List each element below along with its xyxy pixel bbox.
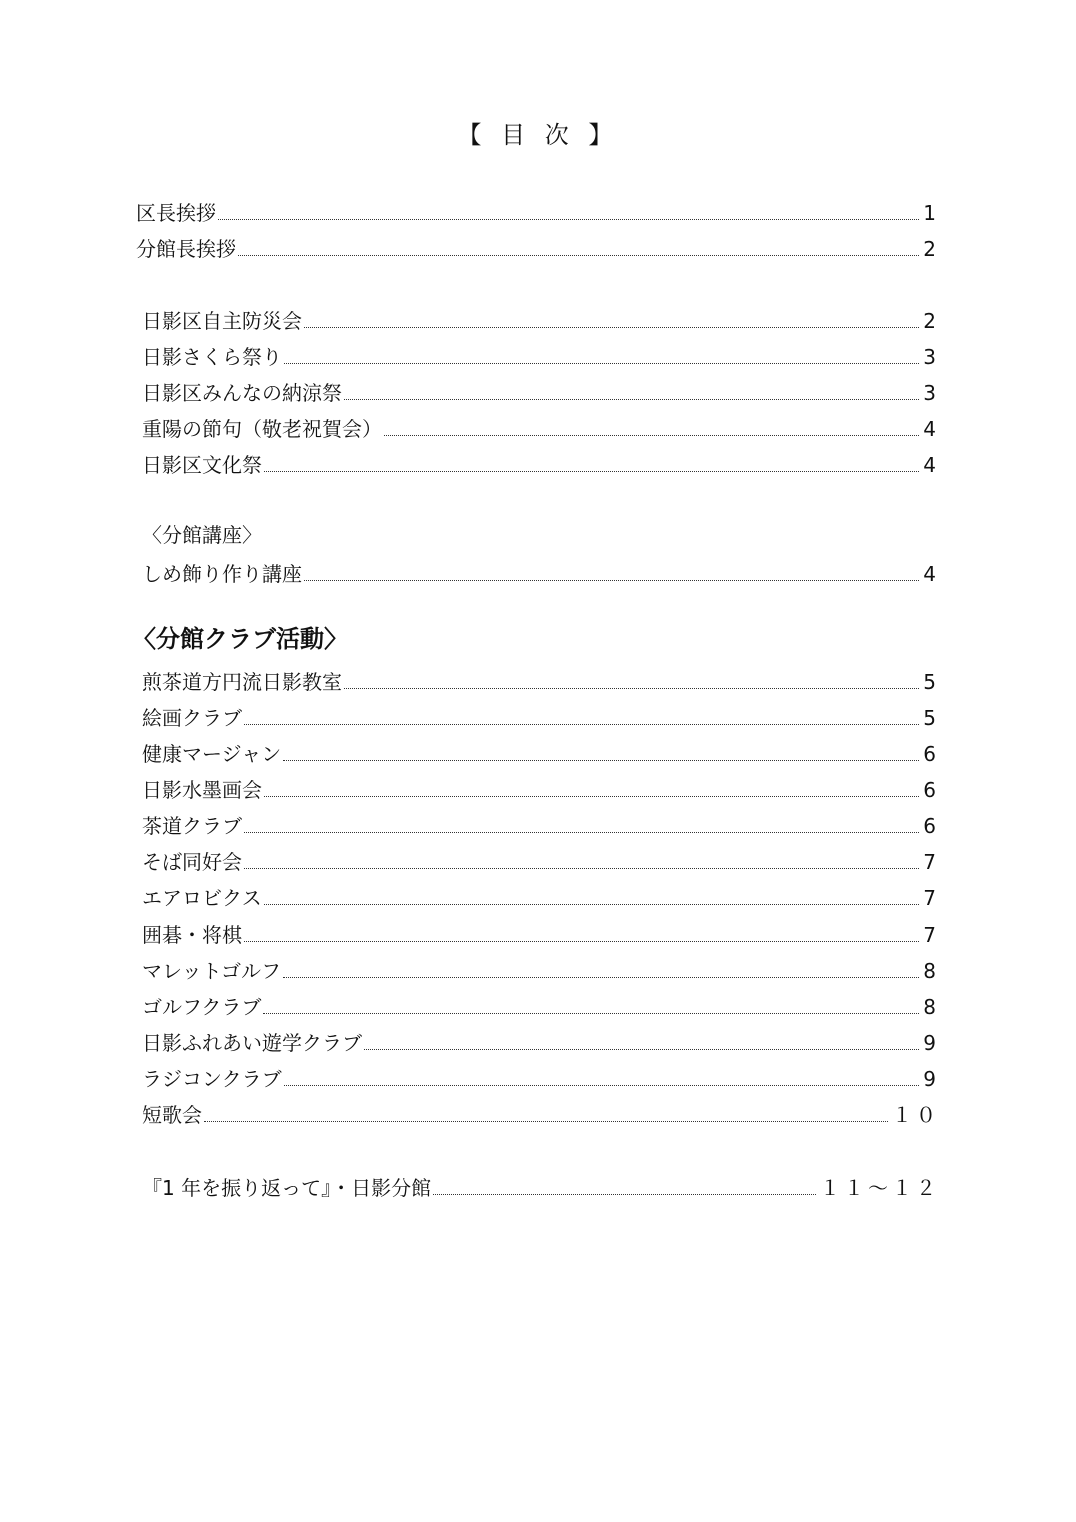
toc-entry-page: 4	[923, 417, 940, 441]
toc-entry-page: 4	[923, 453, 940, 477]
toc-entry-label: 健康マージャン	[142, 742, 282, 766]
dot-leader	[364, 1049, 919, 1050]
toc-entry-label: 絵画クラブ	[142, 706, 242, 730]
dot-leader	[244, 941, 919, 942]
toc-entry[interactable]	[142, 808, 940, 838]
toc-entry-label: 重陽の節句（敬老祝賀会）	[142, 417, 382, 441]
toc-entry-label: エアロビクス	[142, 886, 262, 910]
toc-entry-page: １０	[892, 1103, 940, 1127]
section-heading-clubs: 〈分館クラブ活動〉	[132, 625, 348, 653]
toc-entry[interactable]	[142, 1061, 940, 1091]
dot-leader	[284, 1085, 920, 1086]
toc-entry[interactable]	[142, 917, 940, 947]
dot-leader	[244, 832, 919, 833]
toc-entry[interactable]	[142, 1025, 940, 1055]
toc-entry-page: 2	[923, 309, 940, 333]
dot-leader	[263, 1013, 919, 1014]
toc-entry[interactable]	[142, 700, 940, 730]
dot-leader	[304, 580, 919, 581]
toc-entry-page: 4	[923, 562, 940, 586]
toc-entry[interactable]	[142, 1170, 940, 1200]
toc-entry-page: 6	[923, 814, 940, 838]
toc-entry[interactable]	[136, 231, 940, 261]
toc-entry-page: １１～１２	[820, 1176, 940, 1200]
toc-entry-label: 分館長挨拶	[136, 237, 236, 261]
toc-entry-label: マレットゴルフ	[142, 959, 281, 983]
toc-entry[interactable]	[142, 772, 940, 802]
toc-entry[interactable]	[136, 195, 940, 225]
toc-entry[interactable]	[142, 303, 940, 333]
toc-entry-label: しめ飾り作り講座	[142, 562, 302, 586]
dot-leader	[283, 977, 919, 978]
toc-entry-page: 6	[923, 742, 940, 766]
toc-entry-label: 日影区自主防災会	[142, 309, 302, 333]
toc-entry-page: 7	[923, 923, 940, 947]
section-heading-lectures: 〈分館講座〉	[142, 523, 262, 547]
toc-entry-page: 8	[923, 995, 940, 1019]
toc-entry-label: 日影区みんなの納涼祭	[142, 381, 342, 405]
toc-entry-label: 日影区文化祭	[142, 453, 262, 477]
dot-leader	[344, 399, 919, 400]
page-title: 【 目 次 】	[457, 121, 619, 149]
toc-entry[interactable]	[142, 556, 940, 586]
toc-entry[interactable]	[142, 411, 940, 441]
toc-entry-label: 囲碁・将棋	[142, 923, 242, 947]
toc-entry[interactable]	[142, 447, 940, 477]
toc-entry-label: ゴルフクラブ	[142, 995, 262, 1019]
dot-leader	[204, 1121, 888, 1122]
dot-leader	[433, 1194, 816, 1195]
toc-entry-label: 日影さくら祭り	[142, 345, 282, 369]
dot-leader	[384, 435, 919, 436]
dot-leader	[344, 688, 919, 689]
toc-entry-label: 茶道クラブ	[142, 814, 242, 838]
dot-leader	[218, 219, 919, 220]
dot-leader	[284, 363, 919, 364]
toc-entry-page: 6	[923, 778, 940, 802]
dot-leader	[238, 255, 919, 256]
dot-leader	[244, 724, 919, 725]
dot-leader	[264, 904, 919, 905]
toc-entry[interactable]	[142, 736, 940, 766]
toc-entry-page: 7	[923, 886, 940, 910]
toc-entry-page: 8	[923, 959, 940, 983]
toc-entry-label: 煎茶道方円流日影教室	[142, 670, 342, 694]
toc-entry-label: 『1 年を振り返って』・日影分館	[142, 1176, 432, 1200]
dot-leader	[244, 868, 919, 869]
toc-entry-label: ラジコンクラブ	[142, 1067, 282, 1091]
toc-entry[interactable]	[142, 375, 940, 405]
toc-entry[interactable]	[142, 844, 940, 874]
toc-entry-label: 日影水墨画会	[142, 778, 262, 802]
toc-entry-label: 日影ふれあい遊学クラブ	[142, 1031, 362, 1055]
toc-entry-page: 9	[923, 1031, 940, 1055]
dot-leader	[264, 796, 919, 797]
toc-entry-page: 7	[923, 850, 940, 874]
toc-entry-page: 3	[923, 345, 940, 369]
toc-entry-label: 区長挨拶	[136, 201, 216, 225]
dot-leader	[283, 760, 919, 761]
toc-entry[interactable]	[142, 664, 940, 694]
toc-entry-page: 5	[923, 670, 940, 694]
toc-entry[interactable]	[142, 953, 940, 983]
toc-entry-page: 1	[923, 201, 940, 225]
dot-leader	[304, 327, 919, 328]
dot-leader	[264, 471, 919, 472]
toc-entry-page: 3	[923, 381, 940, 405]
toc-entry-label: 短歌会	[142, 1103, 202, 1127]
toc-entry-page: 9	[923, 1067, 940, 1091]
toc-entry-page: 5	[923, 706, 940, 730]
toc-entry[interactable]	[142, 1097, 940, 1127]
toc-entry[interactable]	[142, 989, 940, 1019]
toc-entry-label: そば同好会	[142, 850, 242, 874]
toc-entry[interactable]	[142, 880, 940, 910]
toc-entry-page: 2	[923, 237, 940, 261]
toc-entry[interactable]	[142, 339, 940, 369]
